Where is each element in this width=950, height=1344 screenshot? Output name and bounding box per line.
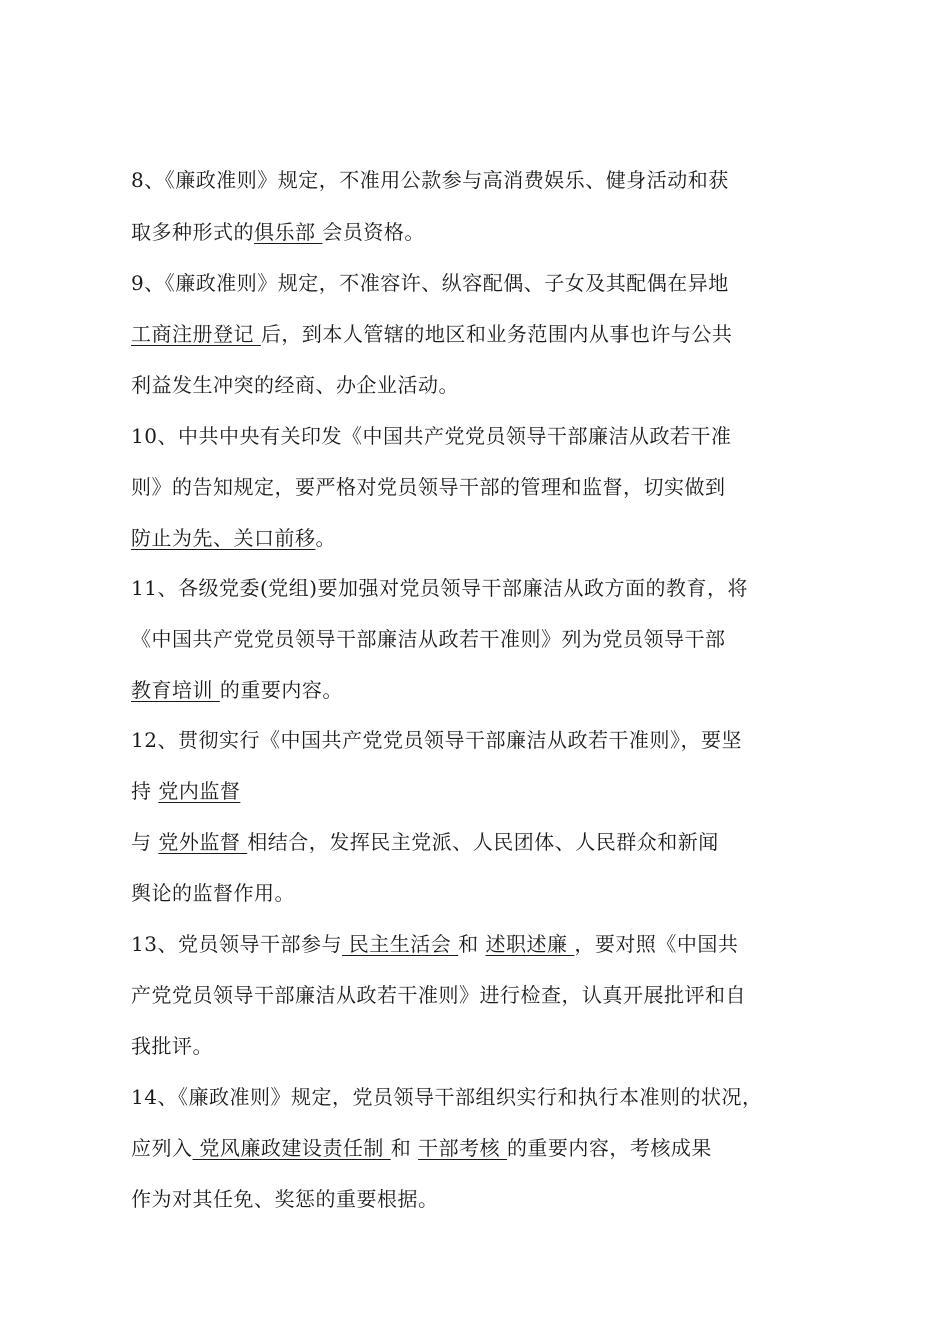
- text-segment: 9、《廉政准则》规定，不准容许、纵容配偶、子女及其配偶在异地: [131, 271, 729, 295]
- text-line: [131, 218, 425, 246]
- text-segment: 11、各级党委(党组)要加强对党员领导干部廉洁从政方面的教育，将: [131, 576, 749, 600]
- text-line: [131, 269, 729, 297]
- text-line: [131, 930, 738, 958]
- text-segment: 应列入: [131, 1136, 193, 1160]
- text-line: [131, 1185, 439, 1213]
- text-segment: 《中国共产党党员领导干部廉洁从政若干准则》列为党员领导干部: [131, 627, 726, 651]
- text-line: [131, 777, 240, 805]
- text-segment: 后，到本人管辖的地区和业务范围内从事也许与公共: [260, 322, 733, 346]
- text-segment: 和: [390, 1136, 419, 1160]
- text-segment: 14、《廉政准则》规定，党员领导干部组织实行和执行本准则的状况，: [131, 1085, 763, 1109]
- text-segment: 12、贯彻实行《中国共产党党员领导干部廉洁从政若干准则》，要坚: [131, 728, 742, 752]
- text-line: [131, 726, 742, 754]
- answer-blank: 干部考核: [418, 1136, 507, 1160]
- text-line: [131, 828, 719, 856]
- text-segment: 舆论的监督作用。: [131, 881, 295, 905]
- text-line: [131, 625, 726, 653]
- text-line: [131, 1083, 762, 1111]
- answer-blank: 教育培训: [131, 678, 220, 702]
- text-line: [131, 1134, 712, 1162]
- text-segment: 利益发生冲突的经商、办企业活动。: [131, 373, 459, 397]
- text-segment: 则》的告知规定，要严格对党员领导干部的管理和监督，切实做到: [131, 475, 726, 499]
- text-segment: 我批评。: [131, 1034, 213, 1058]
- text-segment: 与: [131, 830, 159, 854]
- text-line: [131, 676, 343, 704]
- text-segment: 10、中共中央有关印发《中国共产党党员领导干部廉洁从政若干准: [131, 424, 732, 448]
- answer-blank: 工商注册登记: [131, 322, 261, 346]
- text-segment: 和: [458, 932, 486, 956]
- text-segment: 。: [315, 526, 336, 550]
- text-segment: 8、《廉政准则》规定，不准用公款参与高消费娱乐、健身活动和获: [131, 168, 729, 192]
- answer-blank: 党风廉政建设责任制: [192, 1136, 391, 1160]
- answer-blank: 民主生活会: [341, 932, 459, 956]
- text-segment: 持: [131, 779, 159, 803]
- text-segment: 作为对其任免、奖惩的重要根据。: [131, 1187, 439, 1211]
- text-line: [131, 422, 731, 450]
- text-segment: 取多种形式的: [131, 220, 254, 244]
- text-line: [131, 473, 726, 501]
- text-line: [131, 574, 748, 602]
- text-line: [131, 879, 295, 907]
- text-segment: 的重要内容，考核成果: [506, 1136, 712, 1160]
- text-line: [131, 371, 459, 399]
- answer-blank: 述职述廉: [485, 932, 575, 956]
- text-segment: ，要对照《中国共: [574, 932, 739, 956]
- text-line: [131, 1032, 213, 1060]
- text-segment: 会员资格。: [322, 220, 425, 244]
- answer-blank: 防止为先、关口前移: [131, 526, 316, 550]
- text-line: [131, 320, 732, 348]
- text-line: [131, 166, 729, 194]
- answer-blank: 党内监督: [158, 779, 241, 803]
- text-segment: 的重要内容。: [219, 678, 343, 702]
- text-line: [131, 981, 746, 1009]
- text-line: [131, 524, 336, 552]
- text-segment: 相结合，发挥民主党派、人民团体、人民群众和新闻: [247, 830, 719, 854]
- answer-blank: 党外监督: [158, 830, 248, 854]
- text-segment: 产党党员领导干部廉洁从政若干准则》进行检查，认真开展批评和自: [131, 983, 746, 1007]
- answer-blank: 俱乐部: [254, 220, 323, 244]
- text-segment: 13、党员领导干部参与: [131, 932, 342, 956]
